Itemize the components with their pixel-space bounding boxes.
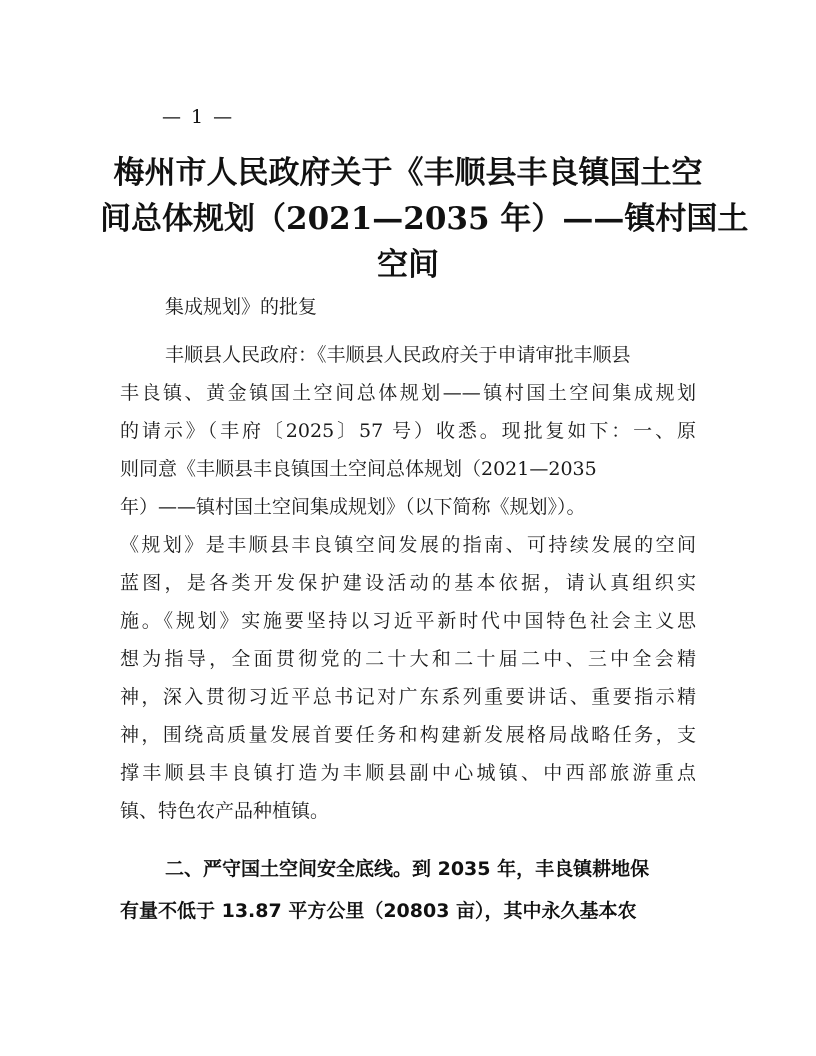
paragraph-1-line-7: 蓝图，是各类开发保护建设活动的基本依据，请认真组织实 — [120, 572, 696, 594]
paragraph-1-line-12: 撑丰顺县丰良镇打造为丰顺县副中心城镇、中西部旅游重点 — [120, 762, 696, 784]
page-number: — 1 — — [162, 106, 235, 128]
paragraph-1-line-10: 神，深入贯彻习近平总书记对广东系列重要讲话、重要指示精 — [120, 686, 696, 708]
document-title-line-2: 间总体规划（2021—2035 年）——镇村国土 — [100, 201, 749, 237]
title-continuation-line: 集成规划》的批复 — [165, 296, 318, 318]
paragraph-1-line-6: 《规划》是丰顺县丰良镇空间发展的指南、可持续发展的空间 — [120, 534, 696, 556]
document-title-line-3: 空间 — [377, 247, 439, 283]
paragraph-1-line-9: 想为指导，全面贯彻党的二十大和二十届二中、三中全会精 — [120, 648, 696, 670]
paragraph-1-line-2: 丰良镇、黄金镇国土空间总体规划——镇村国土空间集成规划 — [120, 382, 696, 404]
paragraph-1-line-13: 镇、特色农产品种植镇。 — [120, 800, 330, 822]
document-title-line-1: 梅州市人民政府关于《丰顺县丰良镇国土空 — [113, 155, 703, 191]
section-2-line-2: 有量不低于 13.87 平方公里（20803 亩），其中永久基本农 — [120, 900, 637, 922]
section-2-line-1: 二、严守国土空间安全底线。到 2035 年，丰良镇耕地保 — [165, 858, 650, 880]
paragraph-1-line-1: 丰顺县人民政府：《丰顺县人民政府关于申请审批丰顺县 — [165, 344, 631, 366]
paragraph-1-line-11: 神，围绕高质量发展首要任务和构建新发展格局战略任务，支 — [120, 724, 696, 746]
paragraph-1-line-4: 则同意《丰顺县丰良镇国土空间总体规划（2021—2035 — [120, 458, 597, 480]
paragraph-1-line-8: 施。《规划》实施要坚持以习近平新时代中国特色社会主义思 — [120, 610, 696, 632]
paragraph-1-line-5: 年）——镇村国土空间集成规划》（以下简称《规划》）。 — [120, 496, 586, 518]
paragraph-1-line-3: 的请示》（丰府〔2025〕57 号）收悉。现批复如下：一、原 — [120, 420, 696, 442]
